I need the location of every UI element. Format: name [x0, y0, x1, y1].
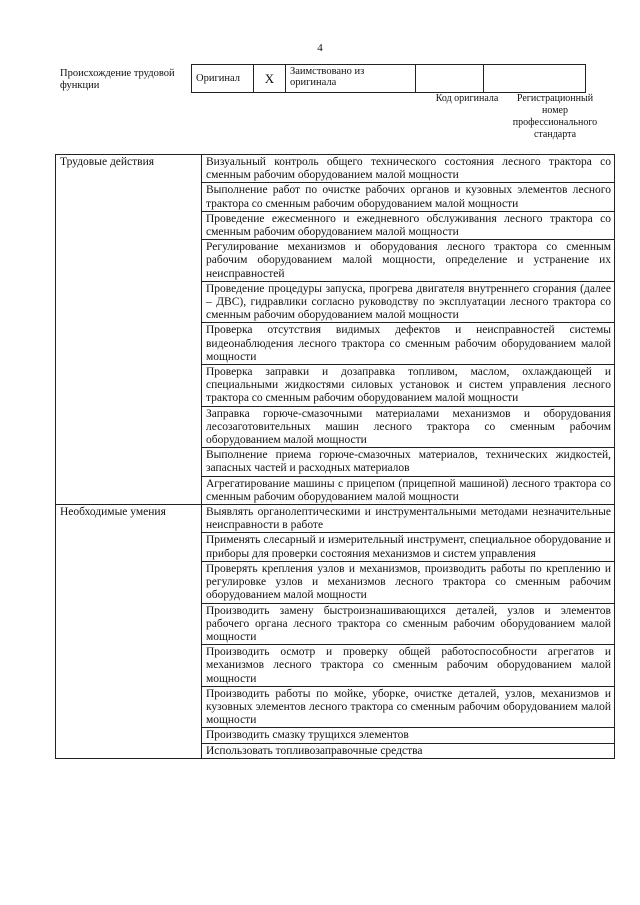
code-caption: Код оригинала [435, 93, 499, 104]
section-item: Агрегатирование машины с прицепом (прицепной машиной) лесного трактора со сменным рабочим оборудованием малой мощности [202, 476, 615, 504]
section-item: Визуальный контроль общего технического состояния лесного трактора со сменным рабочим оборудованием малой мощности [202, 155, 615, 183]
section-item: Производить осмотр и проверку общей работоспособности агрегатов и механизмов лесного трактора со сменным рабочим оборудованием малой мощности [202, 645, 615, 687]
function-table [55, 154, 615, 759]
section-item: Регулирование механизмов и оборудования лесного трактора со сменным рабочим оборудованием малой мощности, определение и устранение их неисправностей [202, 240, 615, 282]
section-item: Заправка горюче-смазочными материалами механизмов и оборудования лесозаготовительных машин лесного трактора со сменным рабочим оборудованием малой мощности [202, 406, 615, 448]
section-item: Проведение ежесменного и ежедневного обслуживания лесного трактора со сменным рабочим оборудованием малой мощности [202, 211, 615, 239]
section-item: Выполнение приема горюче-смазочных материалов, технических жидкостей, запасных частей и расходных материалов [202, 448, 615, 476]
section-item: Проверка отсутствия видимых дефектов и неисправностей системы видеонаблюдения лесного трактора со сменным рабочим оборудованием малой мощности [202, 323, 615, 365]
section-item: Выполнение работ по очистке рабочих органов и кузовных элементов лесного трактора со сменным рабочим оборудованием малой мощности [202, 183, 615, 211]
section-label: Трудовые действия [56, 155, 202, 505]
section-item: Производить смазку трущихся элементов [202, 728, 615, 743]
section-item: Использовать топливозаправочные средства [202, 743, 615, 758]
table-row [56, 505, 615, 533]
reg-number-cell [484, 65, 586, 93]
reg-number-caption: Регистрационный номер профессионального стандарта [512, 93, 598, 140]
section-item: Проверять крепления узлов и механизмов, производить работы по креплению и регулировке узлов и механизмов лесного трактора со сменным рабочим оборудованием малой мощности [202, 561, 615, 603]
section-item: Выявлять органолептическими и инструментальными методами незначительные неисправности в работе [202, 505, 615, 533]
page-number: 4 [317, 42, 323, 54]
section-item: Проведение процедуры запуска, прогрева двигателя внутреннего сгорания (далее – ДВС), гидравлики согласно руководству по эксплуатации лесного трактора со сменным рабочим оборудованием малой мощности [202, 281, 615, 323]
section-item: Проверка заправки и дозаправка топливом, маслом, охлаждающей и специальными жидкостями силовых установок и систем управления лесного трактора со сменным рабочим оборудованием малой мощности [202, 365, 615, 407]
original-cell: Оригинал [192, 65, 254, 93]
section-label: Необходимые умения [56, 505, 202, 759]
borrowed-cell: Заимствовано из оригинала [286, 65, 416, 93]
section-item: Производить замену быстроизнашивающихся деталей, узлов и элементов рабочего органа лесного трактора со сменным рабочим оборудованием малой мощности [202, 603, 615, 645]
origin-table [191, 64, 586, 93]
table-row [56, 155, 615, 183]
code-cell [416, 65, 484, 93]
origin-label: Происхождение трудовой функции [60, 68, 175, 91]
section-item: Производить работы по мойке, уборке, очистке деталей, узлов, механизмов и кузовных элементов лесного трактора со сменным рабочим оборудованием малой мощности [202, 686, 615, 728]
original-mark: X [254, 65, 286, 93]
section-item: Применять слесарный и измерительный инструмент, специальное оборудование и приборы для проверки состояния механизмов и систем управления [202, 533, 615, 561]
